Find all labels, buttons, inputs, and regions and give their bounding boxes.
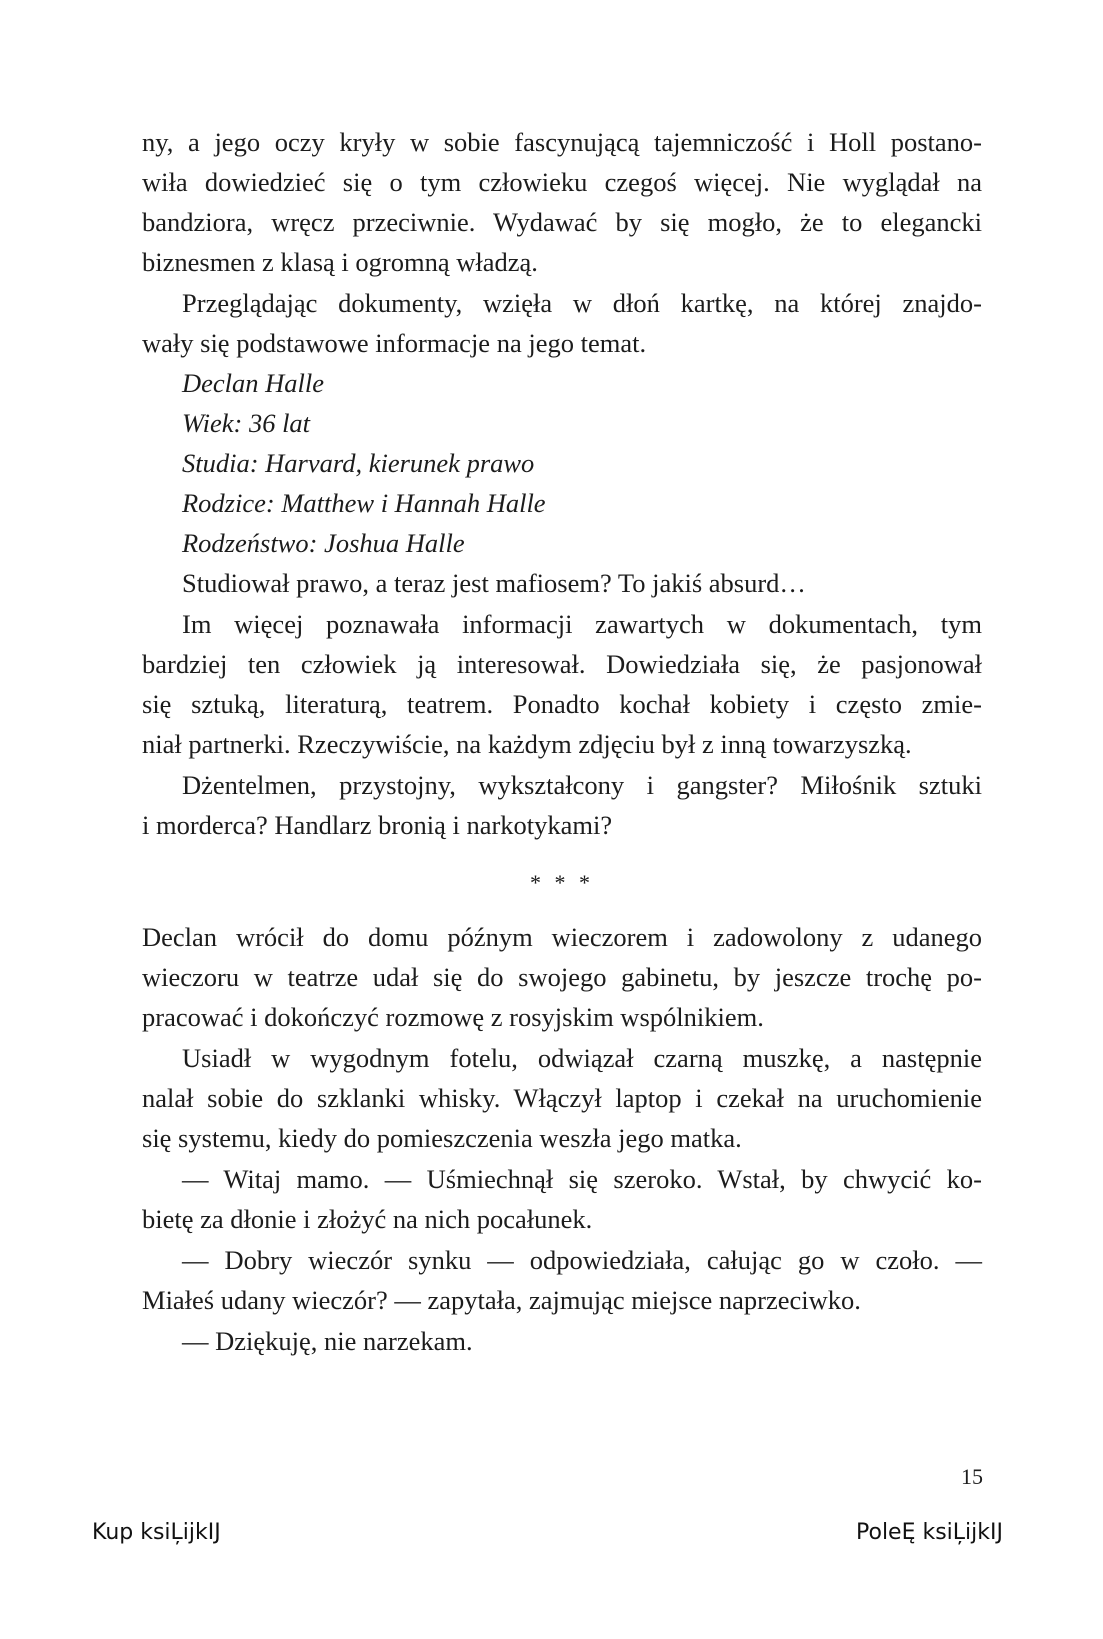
text-line: wały się podstawowe informacje na jego temat. (142, 328, 647, 358)
section-separator: * * * (530, 870, 594, 895)
text-line: bandziora, wręcz przeciwnie. Wydawać by się mogło, że to elegancki (142, 207, 982, 237)
text-line: i morderca? Handlarz bronią i narkotykami? (142, 810, 613, 840)
text-line: ny, a jego oczy kryły w sobie fascynującą tajemniczość i Holl postano- (142, 127, 982, 157)
text-line: — Witaj mamo. — Uśmiechnął się szeroko. Wstał, by chwycić ko- (182, 1164, 982, 1194)
text-line: Dżentelmen, przystojny, wykształcony i gangster? Miłośnik sztuki (182, 770, 982, 800)
text-line: Studiował prawo, a teraz jest mafiosem? To jakiś absurd… (182, 568, 806, 598)
text-line: wieczoru w teatrze udał się do swojego gabinetu, by jeszcze trochę po- (142, 962, 982, 992)
dossier-age: Wiek: 36 lat (182, 408, 311, 438)
dossier-siblings: Rodzeństwo: Joshua Halle (182, 528, 465, 558)
page-number: 15 (961, 1464, 983, 1489)
text-line: biznesmen z klasą i ogromną władzą. (142, 247, 538, 277)
text-line: nalał sobie do szklanki whisky. Włączył laptop i czekał na uruchomienie (142, 1083, 982, 1113)
text-line: — Dobry wieczór synku — odpowiedziała, całując go w czoło. — (182, 1245, 982, 1275)
text-line: wiła dowiedzieć się o tym człowieku czegoś więcej. Nie wyglądał na (142, 167, 982, 197)
text-line: bardziej ten człowiek ją interesował. Dowiedziała się, że pasjonował (142, 649, 982, 679)
dossier-parents: Rodzice: Matthew i Hannah Halle (182, 488, 546, 518)
buy-book-link[interactable]: Kup ksiĻĳkĲ (92, 1520, 221, 1545)
dossier-studies: Studia: Harvard, kierunek prawo (182, 448, 535, 478)
text-line: — Dziękuję, nie narzekam. (182, 1326, 473, 1356)
text-line: Im więcej poznawała informacji zawartych w dokumentach, tym (182, 609, 982, 639)
recommend-book-link[interactable]: PoleĘ ksiĻĳkĲ (856, 1520, 1003, 1545)
text-line: Usiadł w wygodnym fotelu, odwiązał czarną muszkę, a następnie (182, 1043, 982, 1073)
text-line: pracować i dokończyć rozmowę z rosyjskim wspólnikiem. (142, 1002, 764, 1032)
text-line: niał partnerki. Rzeczywiście, na każdym zdjęciu był z inną towarzyszką. (142, 729, 912, 759)
text-line: się systemu, kiedy do pomieszczenia weszła jego matka. (142, 1123, 742, 1153)
text-line: Declan wrócił do domu późnym wieczorem i zadowolony z udanego (142, 922, 982, 952)
text-line: Przeglądając dokumenty, wzięła w dłoń kartkę, na której znajdo- (182, 288, 982, 318)
text-line: się sztuką, literaturą, teatrem. Ponadto kochał kobiety i często zmie- (142, 689, 982, 719)
text-line: Miałeś udany wieczór? — zapytała, zajmując miejsce naprzeciwko. (142, 1285, 861, 1315)
text-line: bietę za dłonie i złożyć na nich pocałunek. (142, 1204, 593, 1234)
dossier-name: Declan Halle (182, 368, 325, 398)
